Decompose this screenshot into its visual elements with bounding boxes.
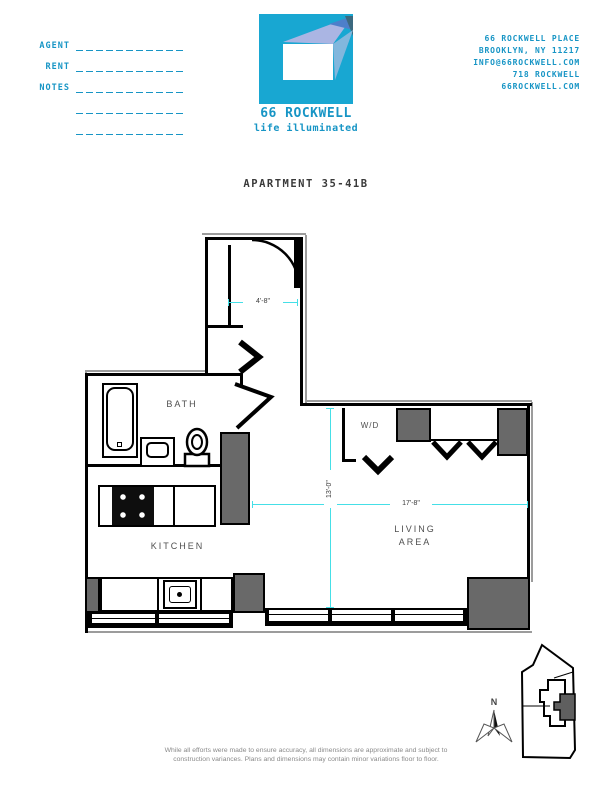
window-wall xyxy=(88,623,233,628)
logo-tagline: life illuminated xyxy=(253,123,359,134)
notes-label: NOTES xyxy=(39,83,70,93)
living-area-label-line1: LIVING xyxy=(394,524,436,534)
bathtub-drain xyxy=(117,442,122,447)
bath-door-swing xyxy=(235,384,271,428)
notes-blank-line xyxy=(76,100,186,114)
building-footprint-icon xyxy=(522,645,575,758)
closet-header-line xyxy=(431,439,497,441)
wall-segment xyxy=(205,325,243,328)
dimension-tick xyxy=(326,607,334,608)
window-wall xyxy=(88,612,233,614)
washer-dryer-label: W/D xyxy=(360,421,380,430)
dimension-label-living-width: 17'-8" xyxy=(390,499,432,509)
wall-shadow xyxy=(85,370,208,372)
kitchen-stove xyxy=(112,487,154,525)
notes-blank-line xyxy=(76,121,186,135)
wall-segment xyxy=(85,373,208,376)
counter-divider xyxy=(157,577,159,612)
logo-mark-icon xyxy=(259,14,353,104)
structural-column xyxy=(497,408,528,456)
wall-segment xyxy=(205,237,303,240)
structural-column xyxy=(467,577,530,630)
window-wall xyxy=(265,621,467,626)
wall-shadow xyxy=(305,400,532,402)
sink-basin xyxy=(146,442,169,458)
contact-website: 66ROCKWELL.COM xyxy=(501,82,580,91)
notes-blank-line xyxy=(76,79,186,93)
window-wall xyxy=(88,618,233,619)
form-row xyxy=(36,114,186,135)
structural-column xyxy=(220,432,250,525)
rent-label: RENT xyxy=(45,62,70,72)
counter-divider xyxy=(173,485,175,527)
window-wall xyxy=(265,614,467,615)
window-mullion xyxy=(88,612,92,626)
wall-segment xyxy=(300,403,532,406)
dimension-tick xyxy=(252,501,253,508)
north-compass xyxy=(476,697,512,742)
structural-column xyxy=(233,573,265,613)
dimension-label-entry: 4'-8" xyxy=(243,297,283,307)
disclaimer-line2: construction variances. Plans and dimensions may contain minor variations floor to floor. xyxy=(173,756,439,763)
compass-wing-east xyxy=(494,724,512,742)
agent-label: AGENT xyxy=(39,41,70,51)
window-mullion xyxy=(155,612,159,626)
wall-segment xyxy=(342,408,345,462)
window-mullion xyxy=(229,612,233,626)
structural-column xyxy=(85,577,100,613)
counter-divider xyxy=(200,577,202,612)
sink-faucet xyxy=(177,592,182,597)
contact-phone: 718 ROCKWELL xyxy=(512,70,580,79)
form-row xyxy=(36,72,186,93)
wall-shadow xyxy=(85,631,532,633)
rent-blank-line xyxy=(76,58,186,72)
dimension-label-living-depth: 13'-0" xyxy=(324,470,337,508)
window-mullion xyxy=(265,608,269,622)
floor-plan xyxy=(85,230,532,640)
dimension-tick xyxy=(228,299,229,306)
entry-door-arc xyxy=(252,240,299,287)
compass-north-label: N xyxy=(490,697,498,707)
wall-segment xyxy=(240,376,243,385)
dimension-line-living-depth xyxy=(330,408,331,608)
entry-door-leaf xyxy=(294,238,300,288)
wall-segment xyxy=(198,373,243,376)
window-mullion xyxy=(391,608,395,622)
logo xyxy=(259,14,355,108)
contact-email: INFO@66ROCKWELL.COM xyxy=(473,58,580,67)
wall-shadow xyxy=(305,235,307,403)
form-row xyxy=(36,30,186,51)
bath-room-label: BATH xyxy=(166,399,198,409)
hall-closet-door-chevron xyxy=(240,342,259,372)
wall-segment xyxy=(342,459,356,462)
kitchen-room-label: KITCHEN xyxy=(150,541,205,551)
form-row xyxy=(36,51,186,72)
form-row xyxy=(36,93,186,114)
contact-city-line: BROOKLYN, NY 11217 xyxy=(478,46,580,55)
key-plan xyxy=(470,642,582,764)
agent-blank-line xyxy=(76,37,186,51)
wall-segment xyxy=(300,237,303,405)
contact-address-line: 66 ROCKWELL PLACE xyxy=(484,34,580,43)
agent-form xyxy=(36,30,186,135)
dimension-tick xyxy=(297,299,298,306)
window-mullion xyxy=(463,608,467,622)
compass-wing-west xyxy=(476,724,494,742)
logo-name: 66 ROCKWELL xyxy=(260,106,352,121)
window-wall xyxy=(265,608,467,610)
wall-shadow xyxy=(202,233,306,235)
wall-segment xyxy=(228,245,231,325)
contact-block xyxy=(390,33,580,93)
wall-segment xyxy=(205,237,208,375)
toilet xyxy=(185,429,209,466)
wall-shadow xyxy=(531,402,533,582)
structural-column xyxy=(396,408,431,442)
window-mullion xyxy=(328,608,332,622)
dimension-tick xyxy=(326,408,334,409)
living-area-label-line2: AREA xyxy=(398,537,432,547)
dimension-tick xyxy=(527,501,528,508)
closet-door-chevron xyxy=(468,442,496,457)
page-title: APARTMENT 35-41B xyxy=(243,178,369,190)
closet-door-chevron xyxy=(433,442,461,457)
washer-dryer-door-chevron xyxy=(364,457,392,471)
disclaimer-line1: While all efforts were made to ensure accuracy, all dimensions are approximate and subject to xyxy=(164,747,448,754)
